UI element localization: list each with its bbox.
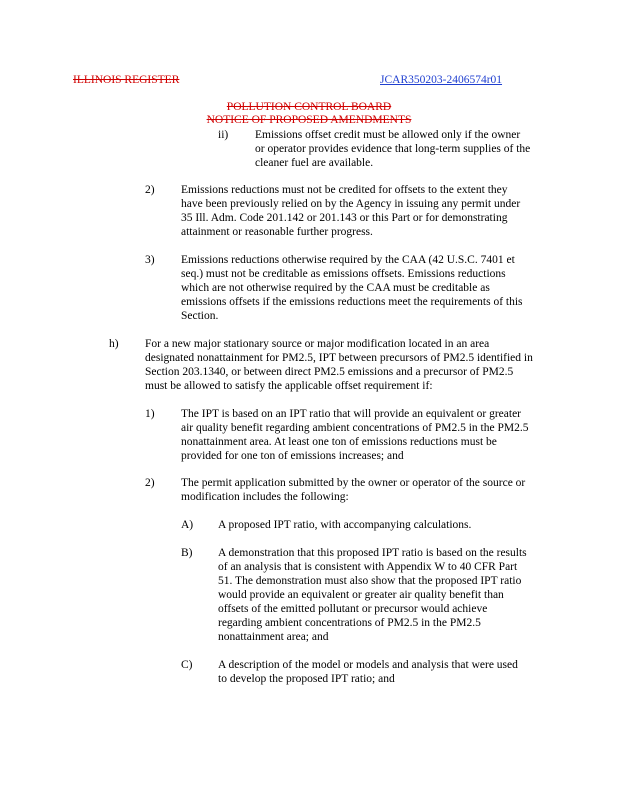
text-line: cleaner fuel are available. (255, 157, 374, 169)
text-line: provided for one ton of emissions increases; and (181, 450, 404, 462)
text-line: or operator provides evidence that long-term supplies of the (255, 143, 531, 155)
text-line: The IPT is based on an IPT ratio that will provide an equivalent or greater (181, 408, 522, 420)
jcar-link[interactable]: JCAR350203-2406574r01 (380, 74, 503, 86)
item-number: A) (181, 519, 194, 531)
text-line: emissions offsets if the emissions reductions meet the requirements of this (181, 296, 523, 308)
text-line: seq.) must not be creditable as emissions offsets. Emissions reductions (181, 268, 506, 280)
item-number: B) (181, 547, 193, 559)
item-number: 3) (145, 254, 155, 266)
board-title: POLLUTION CONTROL BOARD (226, 101, 392, 113)
item-number: C) (181, 659, 193, 671)
item-number: h) (109, 338, 119, 350)
text-line: attainment or reasonable further progress. (181, 226, 373, 238)
text-line: offsets of the emitted pollutant or precursor would achieve (218, 603, 488, 615)
text-line: 35 Ill. Adm. Code 201.142 or 201.143 or this Part or for demonstrating (181, 212, 508, 224)
text-line: nonattainment area. At least one ton of emissions reductions must be (181, 436, 497, 448)
text-line: Emissions reductions otherwise required by the CAA (42 U.S.C. 7401 et (181, 254, 515, 266)
text-line: designated nonattainment for PM2.5, IPT between precursors of PM2.5 identified in (145, 352, 533, 364)
text-line: Emissions reductions must not be credited for offsets to the extent they (181, 184, 508, 196)
item-number: 2) (145, 477, 155, 489)
text-line: would provide an equivalent or greater air quality benefit than (218, 589, 504, 601)
text-line: Section. (181, 310, 219, 322)
notice-title: NOTICE OF PROPOSED AMENDMENTS (206, 114, 412, 126)
text-line: 51. The demonstration must also show that the proposed IPT ratio (218, 575, 522, 587)
text-line: A demonstration that this proposed IPT ratio is based on the results (218, 547, 527, 559)
text-line: For a new major stationary source or major modification located in an area (145, 338, 490, 350)
text-line: modification includes the following: (181, 491, 349, 503)
text-line: have been previously relied on by the Agency in issuing any permit under (181, 198, 521, 210)
text-line: to develop the proposed IPT ratio; and (218, 673, 395, 685)
text-line: air quality benefit regarding ambient concentrations of PM2.5 in the PM2.5 (181, 422, 529, 434)
text-line: A description of the model or models and analysis that were used (218, 659, 518, 671)
item-number: 1) (145, 408, 155, 420)
text-line: which are not otherwise required by the CAA must be creditable as (181, 282, 490, 294)
text-line: of an analysis that is consistent with Appendix W to 40 CFR Part (218, 561, 518, 573)
text-line: The permit application submitted by the owner or operator of the source or (181, 477, 526, 489)
item-number: 2) (145, 184, 155, 196)
text-line: must be allowed to satisfy the applicable offset requirement if: (145, 380, 433, 392)
text-line: A proposed IPT ratio, with accompanying calculations. (218, 519, 472, 531)
text-line: nonattainment area; and (218, 631, 329, 643)
item-number: ii) (218, 129, 229, 141)
text-line: Emissions offset credit must be allowed only if the owner (255, 129, 521, 141)
text-line: regarding ambient concentrations of PM2.5 in the PM2.5 (218, 617, 481, 629)
register-title: ILLINOIS REGISTER (73, 74, 180, 86)
text-line: Section 203.1340, or between direct PM2.5 emissions and a precursor of PM2.5 (145, 366, 514, 378)
